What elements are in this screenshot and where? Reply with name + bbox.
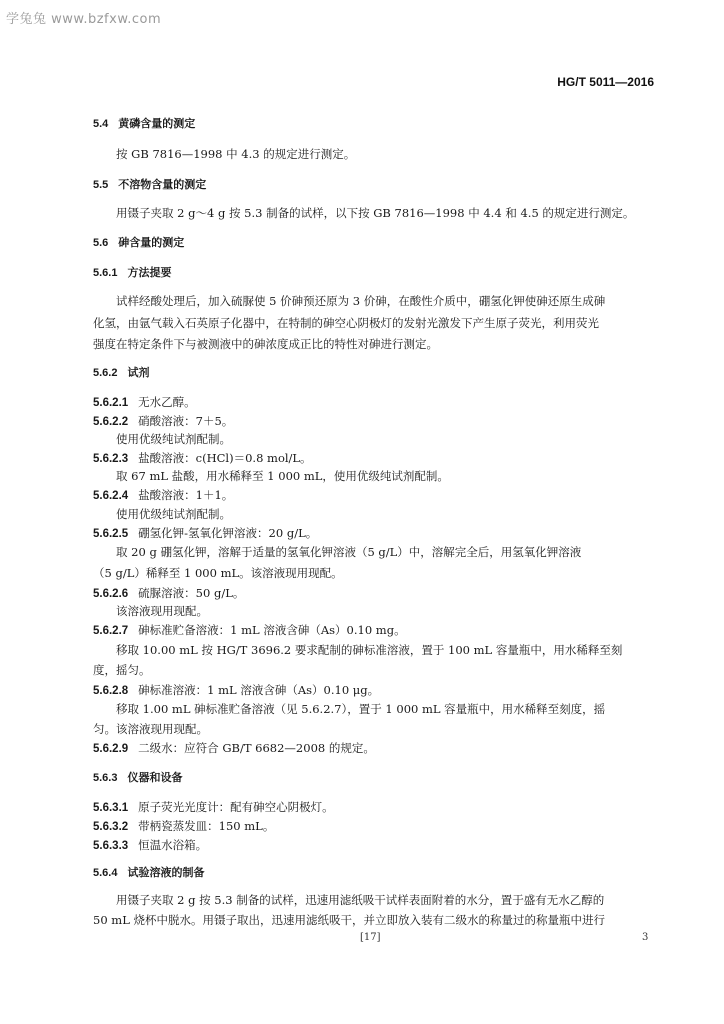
section-heading-5-6-1: 5.6.1 方法提要 <box>93 266 172 279</box>
paragraph-line: 该溶液现用现配。 <box>116 604 208 618</box>
clause-5-6-2-5: 5.6.2.5 硼氢化钾-氢氧化钾溶液：20 g/L。 <box>93 526 318 540</box>
section-heading-5-6-2: 5.6.2 试剂 <box>93 366 150 379</box>
paragraph-line: 使用优级纯试剂配制。 <box>116 507 231 521</box>
watermark: 学兔兔 www.bzfxw.com <box>6 12 162 27</box>
paragraph-line: 50 mL 烧杯中脱水。用镊子取出，迅速用滤纸吸干，并立即放入装有二级水的称量过的称量瓶中进行 <box>93 913 605 927</box>
clause-5-6-3-1: 5.6.3.1 原子荧光光度计：配有砷空心阴极灯。 <box>93 800 334 814</box>
clause-5-6-2-9: 5.6.2.9 二级水：应符合 GB/T 6682—2008 的规定。 <box>93 741 375 755</box>
footer-page-label: [17] <box>360 932 381 943</box>
paragraph-line: 化氢，由氩气载入石英原子化器中，在特制的砷空心阴极灯的发射光激发下产生原子荧光，利用荧光 <box>93 316 599 330</box>
clause-5-6-3-3: 5.6.3.3 恒温水浴箱。 <box>93 838 208 852</box>
paragraph-line: 使用优级纯试剂配制。 <box>116 432 231 446</box>
clause-5-6-2-2: 5.6.2.2 硝酸溶液：7＋5。 <box>93 414 234 428</box>
paragraph-line: 用镊子夹取 2 g 按 5.3 制备的试样，迅速用滤纸吸干试样表面附着的水分，置于盛有无水乙醇的 <box>116 893 605 907</box>
clause-5-6-2-3: 5.6.2.3 盐酸溶液：c(HCl)＝0.8 mol/L。 <box>93 451 312 465</box>
section-heading-5-5: 5.5 不溶物含量的测定 <box>93 178 207 191</box>
paragraph-line: 用镊子夹取 2 g～4 g 按 5.3 制备的试样，以下按 GB 7816—1998 中 4.4 和 4.5 的规定进行测定。 <box>116 206 635 220</box>
section-heading-5-6-4: 5.6.4 试验溶液的制备 <box>93 866 205 879</box>
clause-5-6-2-8: 5.6.2.8 砷标准溶液：1 mL 溶液含砷（As）0.10 μg。 <box>93 683 380 697</box>
footer-page-number: 3 <box>642 932 649 943</box>
clause-5-6-2-4: 5.6.2.4 盐酸溶液：1＋1。 <box>93 488 234 502</box>
paragraph-line: 移取 10.00 mL 按 HG/T 3696.2 要求配制的砷标准溶液，置于 100 mL 容量瓶中，用水稀释至刻 <box>116 643 623 657</box>
section-heading-5-6: 5.6 砷含量的测定 <box>93 236 185 249</box>
paragraph-line: 取 20 g 硼氢化钾，溶解于适量的氢氧化钾溶液（5 g/L）中，溶解完全后，用氢氧化钾溶液 <box>116 545 582 559</box>
clause-5-6-2-6: 5.6.2.6 硫脲溶液：50 g/L。 <box>93 586 245 600</box>
paragraph-line: 强度在特定条件下与被测液中的砷浓度成正比的特性对砷进行测定。 <box>93 337 438 351</box>
standard-code: HG/T 5011—2016 <box>557 75 654 89</box>
paragraph-line: 移取 1.00 mL 砷标准贮备溶液（见 5.6.2.7），置于 1 000 mL 容量瓶中，用水稀释至刻度，摇 <box>116 702 606 716</box>
paragraph-line: 度，摇匀。 <box>93 663 151 677</box>
clause-5-6-2-1: 5.6.2.1 无水乙醇。 <box>93 395 196 409</box>
clause-5-6-3-2: 5.6.3.2 带柄瓷蒸发皿：150 mL。 <box>93 819 275 833</box>
paragraph-line: 按 GB 7816—1998 中 4.3 的规定进行测定。 <box>116 147 356 161</box>
section-heading-5-4: 5.4 黄磷含量的测定 <box>93 117 196 130</box>
paragraph-line: 取 67 mL 盐酸，用水稀释至 1 000 mL，使用优级纯试剂配制。 <box>116 469 449 483</box>
clause-5-6-2-7: 5.6.2.7 砷标准贮备溶液：1 mL 溶液含砷（As）0.10 mg。 <box>93 623 406 637</box>
paragraph-line: 试样经酸处理后，加入硫脲使 5 价砷预还原为 3 价砷，在酸性介质中，硼氢化钾使砷还原生成砷 <box>116 294 606 308</box>
section-heading-5-6-3: 5.6.3 仪器和设备 <box>93 771 183 784</box>
paragraph-line: 匀。该溶液现用现配。 <box>93 722 208 736</box>
paragraph-line: （5 g/L）稀释至 1 000 mL。该溶液现用现配。 <box>93 566 343 580</box>
